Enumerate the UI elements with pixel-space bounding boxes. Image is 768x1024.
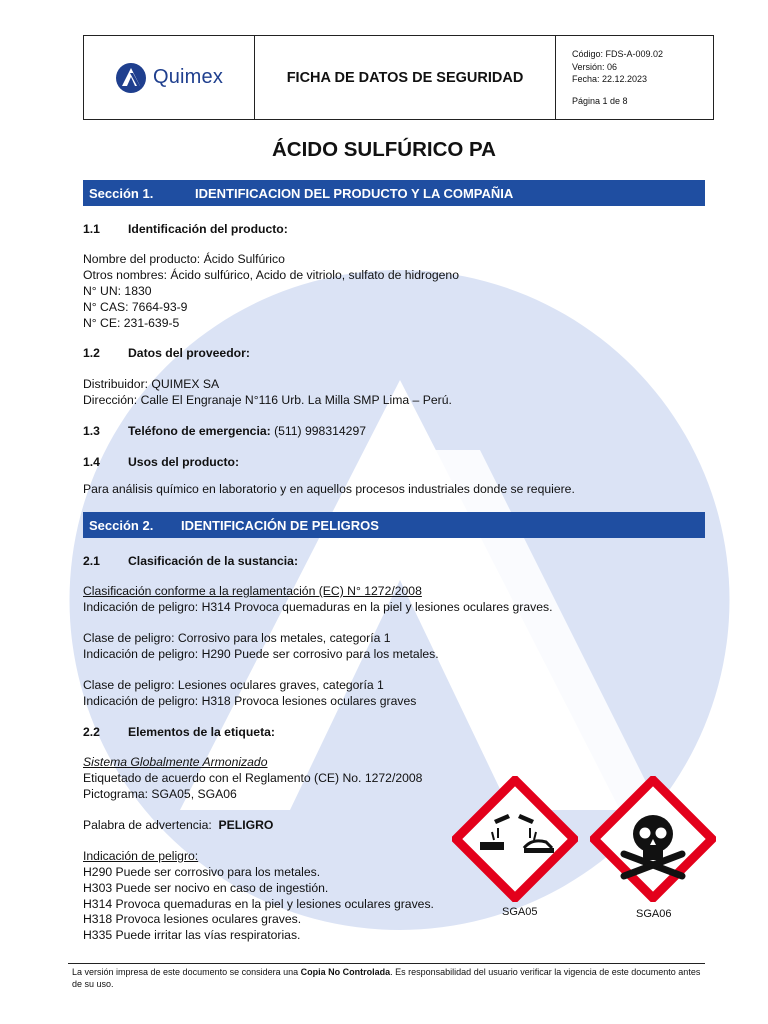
hazard-h290-indication: Indicación de peligro: H290 Puede ser corrosivo para los metales. [83,647,439,661]
document-meta [556,36,713,119]
hazard-h318: H318 Provoca lesiones oculares graves. [83,912,302,926]
product-name: Nombre del producto: Ácido Sulfúrico [83,252,285,266]
labeling-regulation: Etiquetado de acuerdo con el Reglamento (CE) No. 1272/2008 [83,771,423,785]
section-1-header [83,180,705,206]
footer-disclaimer: La versión impresa de este documento se considera una Copia No Controlada. Es responsabilidad del usuario verificar la vigencia de este documento antes de su uso. [72,967,701,989]
hazard-h303: H303 Puede ser nocivo en caso de ingestión. [83,881,329,895]
signal-word: Palabra de advertencia: PELIGRO [83,818,274,832]
document-title: ÁCIDO SULFÚRICO PA [272,138,496,161]
subsection-1-4: 1.4 Usos del producto: [83,455,240,469]
subsection-2-1: 2.1 Clasificación de la sustancia: [83,554,299,568]
quimex-logo-icon [115,62,147,94]
class-corrosive: Clase de peligro: Corrosivo para los metales, categoría 1 [83,631,391,645]
distributor: Distribuidor: QUIMEX SA [83,377,220,391]
company-logo [84,36,255,119]
address: Dirección: Calle El Engranaje N°116 Urb. La Milla SMP Lima – Perú. [83,393,452,407]
doc-code: Código: FDS-A-009.02 [572,49,664,59]
un-number: N° UN: 1830 [83,284,152,298]
ghs-system: Sistema Globalmente Armonizado [83,755,268,769]
subsection-1-3: 1.3 Teléfono de emergencia: (511) 998314297 [83,424,367,438]
product-uses: Para análisis químico en laboratorio y en aquellos procesos industriales donde se requiere. [83,482,575,496]
hazard-h314-indication: Indicación de peligro: H314 Provoca quemaduras en la piel y lesiones oculares graves. [83,600,553,614]
header-title: FICHA DE DATOS DE SEGURIDAD [255,36,556,119]
classification-regulation: Clasificación conforme a la reglamentación (EC) N° 1272/2008 [83,584,422,598]
corrosive-pictogram-icon [452,776,578,902]
hazard-h290: H290 Puede ser corrosivo para los metales. [83,865,321,879]
hazard-heading: Indicación de peligro: [83,849,199,863]
ce-number: N° CE: 231-639-5 [83,316,180,330]
section-2-label: Sección 2. [89,517,154,533]
class-eye-damage: Clase de peligro: Lesiones oculares graves, categoría 1 [83,678,384,692]
hazard-h335: H335 Puede irritar las vías respiratorias. [83,928,301,942]
section-1-title: IDENTIFICACION DEL PRODUCTO Y LA COMPAÑIA [195,185,514,201]
footer-divider [68,963,705,964]
section-2-title: IDENTIFICACIÓN DE PELIGROS [181,517,379,533]
document-header [83,35,714,120]
doc-version: Versión: 06 [572,61,618,72]
section-2-header [83,512,705,538]
hazard-h314: H314 Provoca quemaduras en la piel y lesiones oculares graves. [83,897,434,911]
cas-number: N° CAS: 7664-93-9 [83,300,188,314]
other-names: Otros nombres: Ácido sulfúrico, Acido de vitriolo, sulfato de hidrogeno [83,268,459,282]
doc-page: Página 1 de 8 [572,95,628,106]
logo-text: Quimex [152,66,224,88]
emergency-phone: (511) 998314297 [270,424,367,438]
pictogram-label-sga05: SGA05 [502,906,538,918]
hazard-h318-indication: Indicación de peligro: H318 Provoca lesiones oculares graves [83,694,417,708]
subsection-1-2: 1.2 Datos del proveedor: [83,346,250,360]
doc-date: Fecha: 22.12.2023 [572,74,648,84]
section-1-label: Sección 1. [89,185,154,201]
pictogram-list: Pictograma: SGA05, SGA06 [83,787,237,801]
skull-pictogram-icon [590,776,716,902]
subsection-1-1: 1.1 Identificación del producto: [83,222,288,236]
subsection-2-2: 2.2 Elementos de la etiqueta: [83,725,275,739]
pictogram-label-sga06: SGA06 [636,908,672,920]
